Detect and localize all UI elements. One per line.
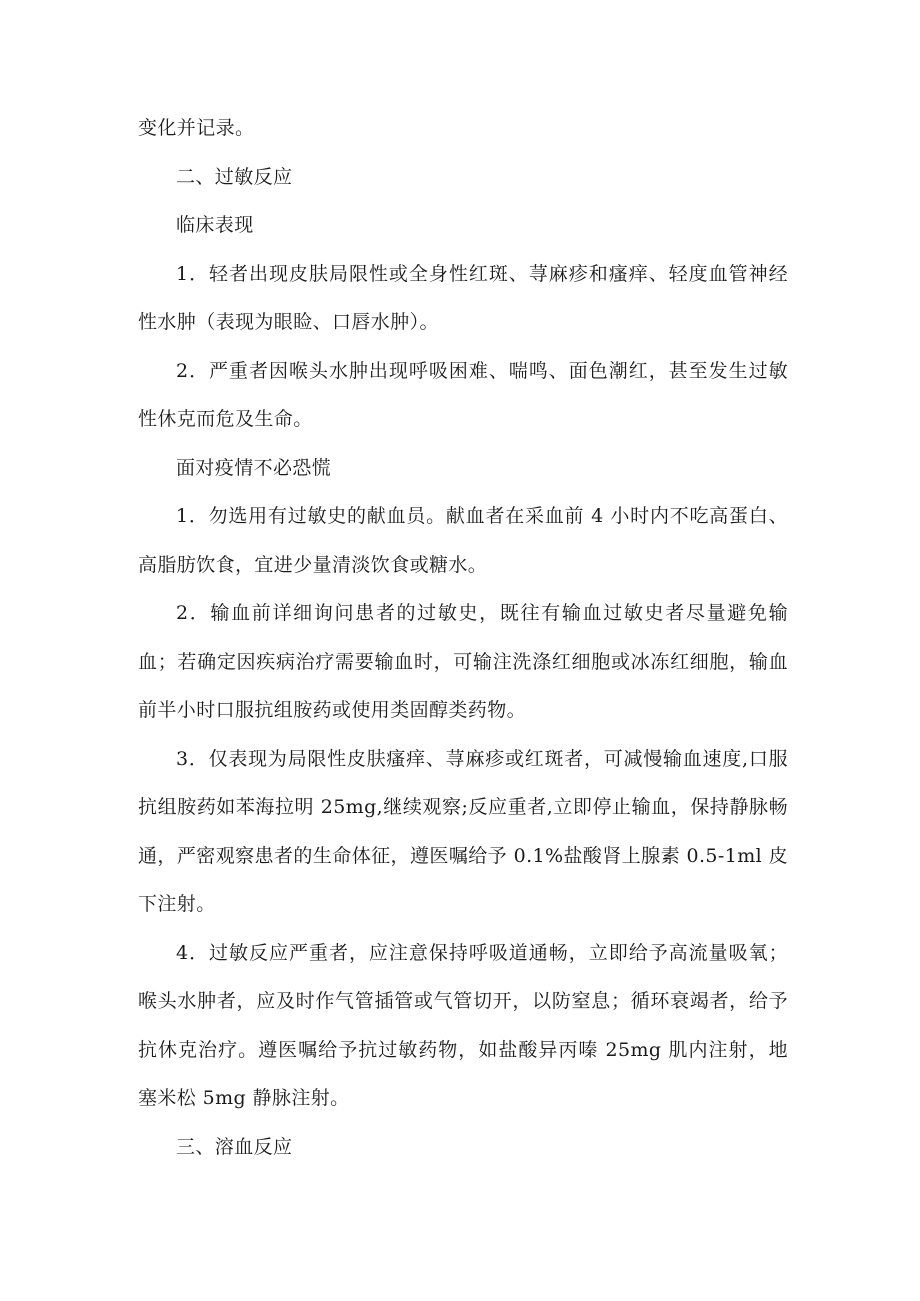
response-item-4: 4．过敏反应严重者，应注意保持呼吸道通畅，立即给予高流量吸氧；喉头水肿者，应及时作气管插管或气管切开，以防窒息；循环衰竭者，给予抗休克治疗。遵医嘱给予抗过敏药物，如盐酸异丙嗪 25mg 肌内注射，地塞米松 5mg 静脉注射。	[138, 941, 788, 1109]
continued-paragraph: 变化并记录。	[138, 117, 255, 139]
section-heading-hemolytic-reaction: 三、溶血反应	[176, 1135, 293, 1158]
response-item-1: 1．勿选用有过敏史的献血员。献血者在采血前 4 小时内不吃高蛋白、高脂肪饮食，宜进少量清淡饮食或糖水。	[138, 505, 788, 576]
subheading-response: 面对疫情不必恐慌	[176, 456, 332, 479]
response-item-2: 2．输血前详细询问患者的过敏史，既往有输血过敏史者尽量避免输血；若确定因疾病治疗需要输血时，可输注洗涤红细胞或冰冻红细胞，输血前半小时口服抗组胺药或使用类固醇类药物。	[138, 602, 788, 721]
response-item-3: 3．仅表现为局限性皮肤瘙痒、荨麻疹或红斑者，可减慢输血速度,口服抗组胺药如苯海拉明 25mg,继续观察;反应重者,立即停止输血，保持静脉畅通，严密观察患者的生命体征，遵医嘱给予 0.1%盐酸肾上腺素 0.5-1ml 皮下注射。	[138, 747, 788, 915]
document-body	[138, 104, 788, 1171]
subheading-clinical-manifestations: 临床表现	[176, 214, 254, 236]
section-heading-allergic-reaction: 二、过敏反应	[176, 165, 293, 188]
clinical-item-2: 2．严重者因喉头水肿出现呼吸困难、喘鸣、面色潮红，甚至发生过敏性休克而危及生命。	[138, 359, 788, 430]
clinical-item-1: 1．轻者出现皮肤局限性或全身性红斑、荨麻疹和瘙痒、轻度血管神经性水肿（表现为眼睑、口唇水肿）。	[138, 262, 788, 333]
